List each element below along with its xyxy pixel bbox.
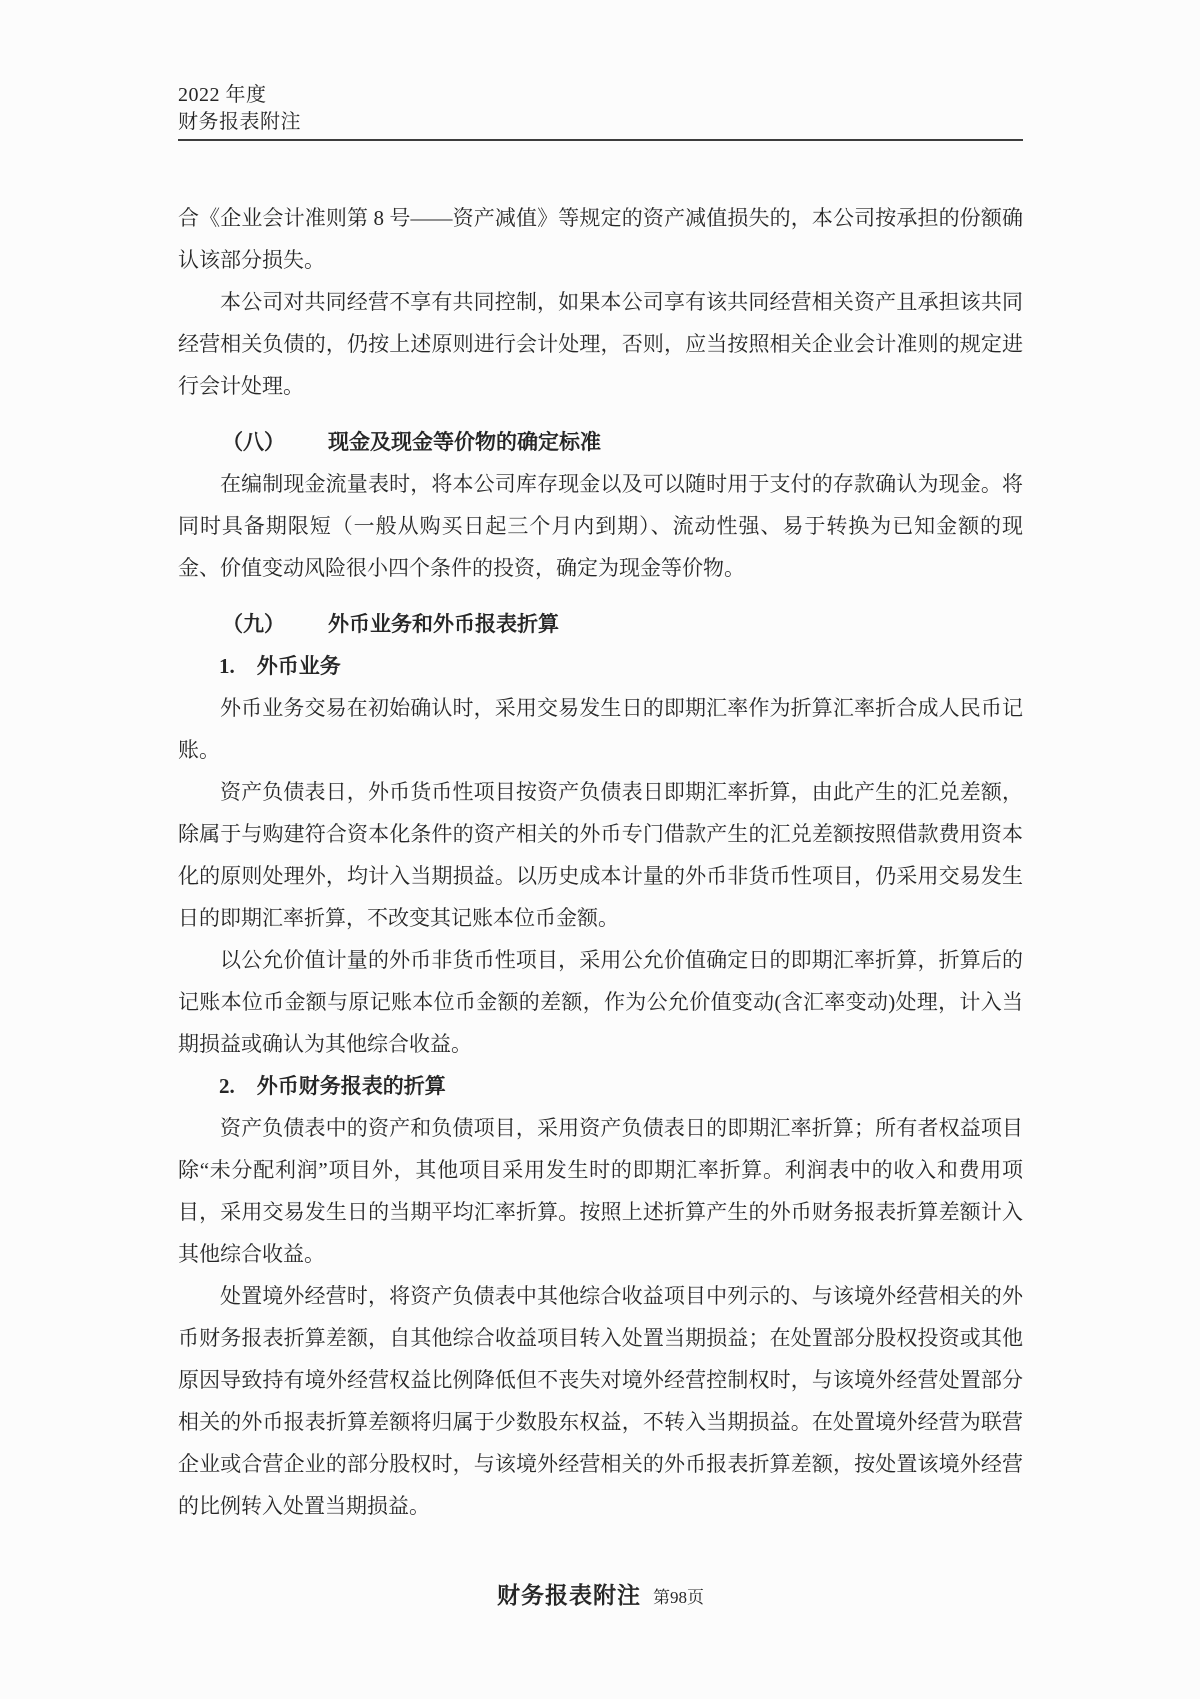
header-title: 财务报表附注 [178,111,301,133]
section-heading-number: （八） [222,430,285,454]
sub-heading-title: 外币财务报表的折算 [256,1074,446,1098]
sub-heading-number: 2. [219,1074,235,1098]
section-heading-8 [178,421,1023,463]
paragraph: 在编制现金流量表时，将本公司库存现金以及可以随时用于支付的存款确认为现金。将同时具备期限短（一般从购买日起三个月内到期）、流动性强、易于转换为已知金额的现金、价值变动风险很小四个条件的投资，确定为现金等价物。 [178,472,1023,580]
paragraph: 本公司对共同经营不享有共同控制，如果本公司享有该共同经营相关资产且承担该共同经营相关负债的，仍按上述原则进行会计处理，否则，应当按照相关企业会计准则的规定进行会计处理。 [178,290,1023,398]
sub-heading-number: 1. [219,654,235,678]
sub-heading-1 [178,645,1023,687]
paragraph: 以公允价值计量的外币非货币性项目，采用公允价值确定日的即期汇率折算，折算后的记账本位币金额与原记账本位币金额的差额，作为公允价值变动(含汇率变动)处理，计入当期损益或确认为其他综合收益。 [178,948,1023,1056]
paragraph: 合《企业会计准则第 8 号——资产减值》等规定的资产减值损失的，本公司按承担的份额确认该部分损失。 [178,206,1023,272]
section-heading-number: （九） [222,612,285,636]
document-body [178,197,1023,1527]
section-heading-9 [178,603,1023,645]
page-footer [178,1577,1023,1610]
header-divider [178,139,1023,141]
footer-title: 财务报表附注 [497,1583,641,1608]
paragraph: 外币业务交易在初始确认时，采用交易发生日的即期汇率作为折算汇率折合成人民币记账。 [178,696,1023,762]
footer-page-number: 第98页 [653,1588,704,1607]
paragraph: 资产负债表日，外币货币性项目按资产负债表日即期汇率折算，由此产生的汇兑差额，除属于与购建符合资本化条件的资产相关的外币专门借款产生的汇兑差额按照借款费用资本化的原则处理外，均计入当期损益。以历史成本计量的外币非货币性项目，仍采用交易发生日的即期汇率折算，不改变其记账本位币金额。 [178,780,1023,930]
page-header [178,0,1023,141]
sub-heading-title: 外币业务 [256,654,341,678]
section-heading-title: 现金及现金等价物的确定标准 [328,430,601,454]
sub-heading-2 [178,1065,1023,1107]
paragraph: 资产负债表中的资产和负债项目，采用资产负债表日的即期汇率折算；所有者权益项目除“未分配利润”项目外，其他项目采用发生时的即期汇率折算。利润表中的收入和费用项目，采用交易发生日的当期平均汇率折算。按照上述折算产生的外币财务报表折算差额计入其他综合收益。 [178,1116,1023,1266]
header-year: 2022 年度 [178,84,267,106]
section-heading-title: 外币业务和外币报表折算 [328,612,559,636]
paragraph: 处置境外经营时，将资产负债表中其他综合收益项目中列示的、与该境外经营相关的外币财务报表折算差额，自其他综合收益项目转入处置当期损益；在处置部分股权投资或其他原因导致持有境外经营权益比例降低但不丧失对境外经营控制权时，与该境外经营处置部分相关的外币报表折算差额将归属于少数股东权益，不转入当期损益。在处置境外经营为联营企业或合营企业的部分股权时，与该境外经营相关的外币报表折算差额，按处置该境外经营的比例转入处置当期损益。 [178,1284,1023,1518]
